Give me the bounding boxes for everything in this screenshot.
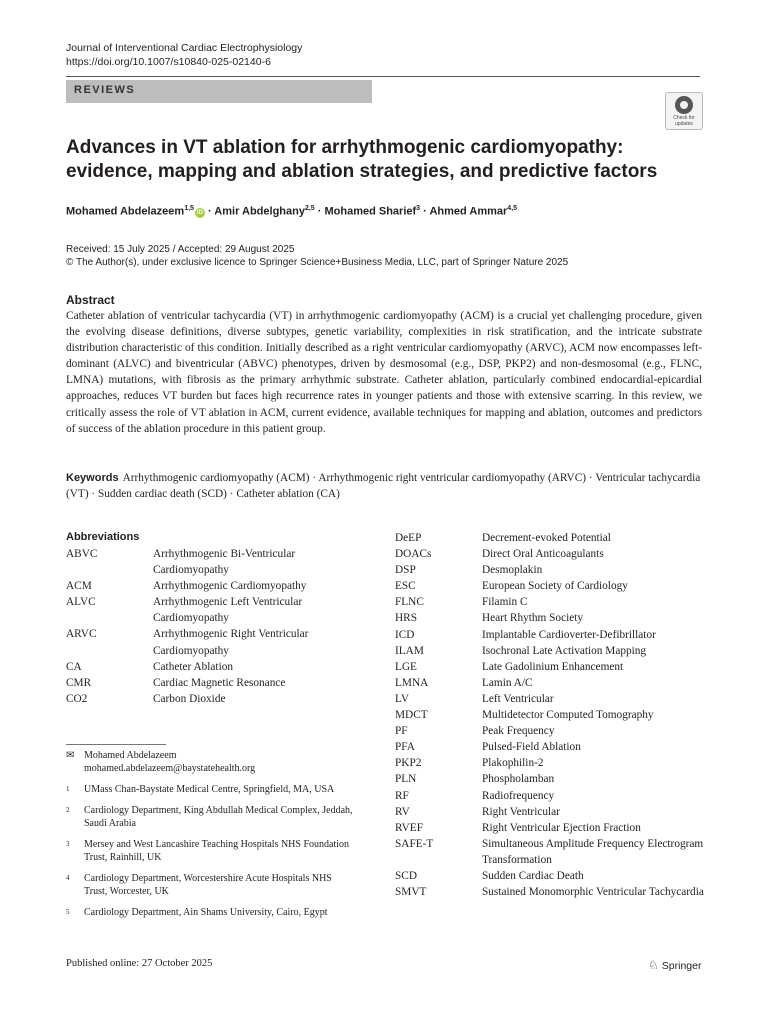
affiliation-number: 1 <box>66 785 70 793</box>
copyright: © The Author(s), under exclusive licence to Springer Science+Business Media, LLC, part of Springer Nature 2025 <box>66 257 569 268</box>
author-affiliation: 2,5 <box>304 205 315 212</box>
abbreviation-term: PLN <box>395 773 417 786</box>
affiliation-text: Cardiology Department, King Abdullah Medical Complex, Jeddah, Saudi Arabia <box>84 805 353 829</box>
orcid-icon[interactable]: iD <box>196 209 203 216</box>
affiliation <box>66 906 356 919</box>
section-label: REVIEWS <box>74 84 136 96</box>
abbreviation-row <box>395 578 705 594</box>
abbreviation-term: FLNC <box>395 596 424 609</box>
abbreviation-term: DeEP <box>395 532 422 544</box>
abbreviation-definition: Right Ventricular <box>482 805 560 818</box>
abbreviation-definition: Simultaneous Amplitude Frequency Electrogram Transformation <box>482 837 704 866</box>
abbreviation-term: HRS <box>395 612 417 625</box>
abstract-text: Catheter ablation of ventricular tachycardia (VT) in arrhythmogenic cardiomyopathy (ACM) is a crucial yet challenging procedure, given the evolving disease definitions, diverse subtypes, genetic variability, complexities in risk stratification, and the intricate substrate distribution characteristic of this condition. Initially described as a right ventricular cardiomyopathy (ARVC), ACM now encompasses left-dominant (ALVC) and biventricular (ABVC) phenotypes, driven by desmosomal (e.g., DSP, PKP2) and non-desmosomal (e.g., FLNC, LMNA) mutations, with fibrosis as the primary arrhythmic substrate. Catheter ablation, particularly combined endocardial-epicardial approaches, reduces VT burden but faces high recurrence rates in younger patients and those with extensive scarring. In this review, we critically assess the role of VT ablation in ACM, current evidence, available techniques for mapping and ablation, outcomes and predictors of success of the ablation procedure in this patient group. <box>66 310 702 435</box>
abbreviation-term: PKP2 <box>395 757 422 770</box>
affiliation-number: 5 <box>66 908 70 916</box>
abbreviation-term: DSP <box>395 564 416 577</box>
abbreviation-definition: Lamin A/C <box>482 676 533 689</box>
affiliation-number: 2 <box>66 806 70 814</box>
check-for-updates-badge[interactable] <box>665 92 703 130</box>
journal-name: Journal of Interventional Cardiac Electrophysiology <box>66 42 303 54</box>
abbreviation-row <box>395 788 705 804</box>
author-name[interactable]: Amir Abdelghany <box>214 205 305 218</box>
abbreviation-row <box>66 675 366 691</box>
abbreviation-term: ALVC <box>66 596 96 609</box>
author-list <box>66 205 517 218</box>
abbreviation-term: RVEF <box>395 821 423 834</box>
abbreviation-row <box>395 739 705 755</box>
abbreviation-term: ESC <box>395 580 416 593</box>
publisher-logo[interactable] <box>648 958 701 972</box>
doi-link[interactable]: https://doi.org/10.1007/s10840-025-02140-6 <box>66 56 271 68</box>
author-name[interactable]: Ahmed Ammar <box>429 205 508 218</box>
abbreviation-row <box>395 723 705 739</box>
abbreviation-definition: Left Ventricular <box>482 692 554 705</box>
envelope-icon: ✉ <box>66 750 75 761</box>
abbreviation-term: ABVC <box>66 548 98 560</box>
keywords-label: Keywords <box>66 472 119 484</box>
abbreviation-term: PFA <box>395 741 415 754</box>
abbreviation-row <box>66 594 366 626</box>
abbreviation-row <box>395 804 705 820</box>
abbreviation-term: SCD <box>395 869 417 882</box>
abbreviation-row <box>395 546 705 562</box>
abbreviation-row <box>395 691 705 707</box>
abbreviation-row <box>395 836 705 868</box>
affiliation <box>66 838 356 864</box>
abbreviation-term: SAFE-T <box>395 837 434 850</box>
abbreviation-definition: Carbon Dioxide <box>153 692 226 705</box>
affiliation-text: Cardiology Department, Ain Shams University, Cairo, Egypt <box>84 907 328 918</box>
abbreviation-definition: Pulsed-Field Ablation <box>482 741 581 754</box>
abbreviation-definition: Arrhythmogenic Left Ventricular Cardiomyopathy <box>153 596 303 625</box>
abbreviation-definition: Arrhythmogenic Right Ventricular Cardiomyopathy <box>153 628 309 657</box>
abbreviation-row <box>66 659 366 675</box>
abbreviation-row <box>395 627 705 643</box>
abbreviation-definition: Cardiac Magnetic Resonance <box>153 676 286 689</box>
keywords <box>66 470 702 502</box>
abbreviation-term: LMNA <box>395 676 429 689</box>
publisher-name: Springer <box>661 960 702 972</box>
contact-footnotes <box>66 749 356 927</box>
abbreviation-definition: Right Ventricular Ejection Fraction <box>482 821 641 834</box>
abbreviation-row <box>395 562 705 578</box>
section-bar <box>66 80 372 103</box>
journal-header <box>66 41 302 69</box>
footnote-rule <box>66 744 166 745</box>
abbreviation-row <box>66 578 366 594</box>
author-separator: · <box>314 205 325 218</box>
affiliation <box>66 804 356 830</box>
author-name[interactable]: Mohamed Sharief <box>324 205 417 218</box>
abbreviation-row <box>395 610 705 626</box>
abbreviation-row <box>395 594 705 610</box>
article-dates <box>66 243 568 269</box>
abbreviation-term: RV <box>395 805 410 818</box>
author-name[interactable]: Mohamed Abdelazeem <box>66 205 185 218</box>
check-updates-label: Check for updates <box>673 115 695 127</box>
abbreviation-row <box>395 530 705 546</box>
abbreviation-definition: Phospholamban <box>482 773 555 786</box>
affiliation <box>66 783 356 796</box>
abbreviation-definition: Direct Oral Anticoagulants <box>482 548 604 561</box>
abbreviation-term: CMR <box>66 676 92 689</box>
abbreviation-definition: Late Gadolinium Enhancement <box>482 660 624 673</box>
abbreviation-term: RF <box>395 789 409 802</box>
published-online: Published online: 27 October 2025 <box>66 958 213 969</box>
header-rule <box>66 76 700 77</box>
abbreviation-term: DOACs <box>395 548 432 561</box>
abbreviation-definition: Implantable Cardioverter-Defibrillator <box>482 628 656 641</box>
affiliation-number: 3 <box>66 840 70 848</box>
abbreviation-definition: Filamin C <box>482 596 528 609</box>
abbreviation-row <box>395 659 705 675</box>
abbreviation-row <box>395 884 705 900</box>
abbreviations-left <box>66 546 366 707</box>
affiliation-text: UMass Chan-Baystate Medical Centre, Springfield, MA, USA <box>84 784 335 795</box>
abbreviations-right <box>395 530 705 900</box>
affiliation-text: Mersey and West Lancashire Teaching Hospitals NHS Foundation Trust, Rainhill, UK <box>84 839 350 863</box>
affiliation-text: Cardiology Department, Worcestershire Acute Hospitals NHS Trust, Worcester, UK <box>84 873 332 897</box>
author-separator: · <box>204 205 215 218</box>
author-affiliation: 4,5 <box>507 205 518 212</box>
abbreviation-definition: Isochronal Late Activation Mapping <box>482 644 647 657</box>
abbreviation-definition: Plakophilin-2 <box>482 757 544 770</box>
received-accepted: Received: 15 July 2025 / Accepted: 29 August 2025 <box>66 244 295 255</box>
affiliation <box>66 872 356 898</box>
abbreviation-row <box>395 771 705 787</box>
abbreviation-term: ACM <box>66 580 92 593</box>
abbreviation-term: ICD <box>395 628 415 641</box>
abbreviation-term: CO2 <box>66 692 88 705</box>
abbreviation-definition: Decrement-evoked Potential <box>482 532 611 544</box>
contact-name: Mohamed Abdelazeem <box>84 750 177 761</box>
abbreviation-definition: Radiofrequency <box>482 789 555 802</box>
abstract-heading: Abstract <box>66 293 115 307</box>
abbreviation-term: MDCT <box>395 709 428 722</box>
corresponding-author <box>66 749 356 775</box>
abbreviation-definition: Heart Rhythm Society <box>482 612 584 625</box>
article-title <box>66 136 666 184</box>
affiliations <box>66 783 356 919</box>
abbreviation-definition: Sustained Monomorphic Ventricular Tachycardia <box>482 886 704 899</box>
abbreviation-row <box>66 626 366 658</box>
crossmark-icon <box>675 96 693 114</box>
abbreviation-row <box>395 820 705 836</box>
abbreviation-definition: Catheter Ablation <box>153 660 233 673</box>
abbreviation-row <box>395 868 705 884</box>
abbreviation-term: ILAM <box>395 644 424 657</box>
abbreviation-term: LV <box>395 692 410 705</box>
abbreviation-term: CA <box>66 660 82 673</box>
abbreviation-term: ARVC <box>66 628 97 641</box>
abbreviation-definition: European Society of Cardiology <box>482 580 628 593</box>
abbreviation-definition: Desmoplakin <box>482 564 543 577</box>
abbreviation-row <box>395 643 705 659</box>
author-affiliation: 1,5 <box>184 205 194 212</box>
abbreviation-row <box>395 755 705 771</box>
abbreviation-row <box>66 691 366 707</box>
springer-horse-icon: ♘ <box>648 958 659 972</box>
abbreviations-heading: Abbreviations <box>66 531 140 543</box>
abbreviation-term: PF <box>395 725 408 738</box>
abbreviation-definition: Arrhythmogenic Bi-Ventricular Cardiomyopathy <box>153 548 296 577</box>
abbreviation-definition: Peak Frequency <box>482 725 555 738</box>
abbreviation-term: LGE <box>395 660 417 673</box>
abbreviation-row <box>395 707 705 723</box>
author-affiliation: 3 <box>416 205 421 212</box>
abbreviation-definition: Arrhythmogenic Cardiomyopathy <box>153 580 307 593</box>
title-line: Advances in VT ablation for arrhythmogenic cardiomyopathy: <box>66 137 624 158</box>
author-separator: · <box>420 205 430 218</box>
abbreviation-definition: Sudden Cardiac Death <box>482 869 584 882</box>
contact-email[interactable]: mohamed.abdelazeem@baystatehealth.org <box>84 763 256 774</box>
abbreviation-row <box>395 675 705 691</box>
abbreviation-row <box>66 546 366 578</box>
keywords-list: Arrhythmogenic cardiomyopathy (ACM) · Arrhythmogenic right ventricular cardiomyopathy (ARVC) · Ventricular tachycardia (VT) · Sudden cardiac death (SCD) · Catheter ablation (CA) <box>66 472 701 500</box>
title-line: evidence, mapping and ablation strategies, and predictive factors <box>66 161 658 182</box>
affiliation-number: 4 <box>66 874 70 882</box>
abbreviation-term: SMVT <box>395 886 427 899</box>
abbreviation-definition: Multidetector Computed Tomography <box>482 709 654 722</box>
